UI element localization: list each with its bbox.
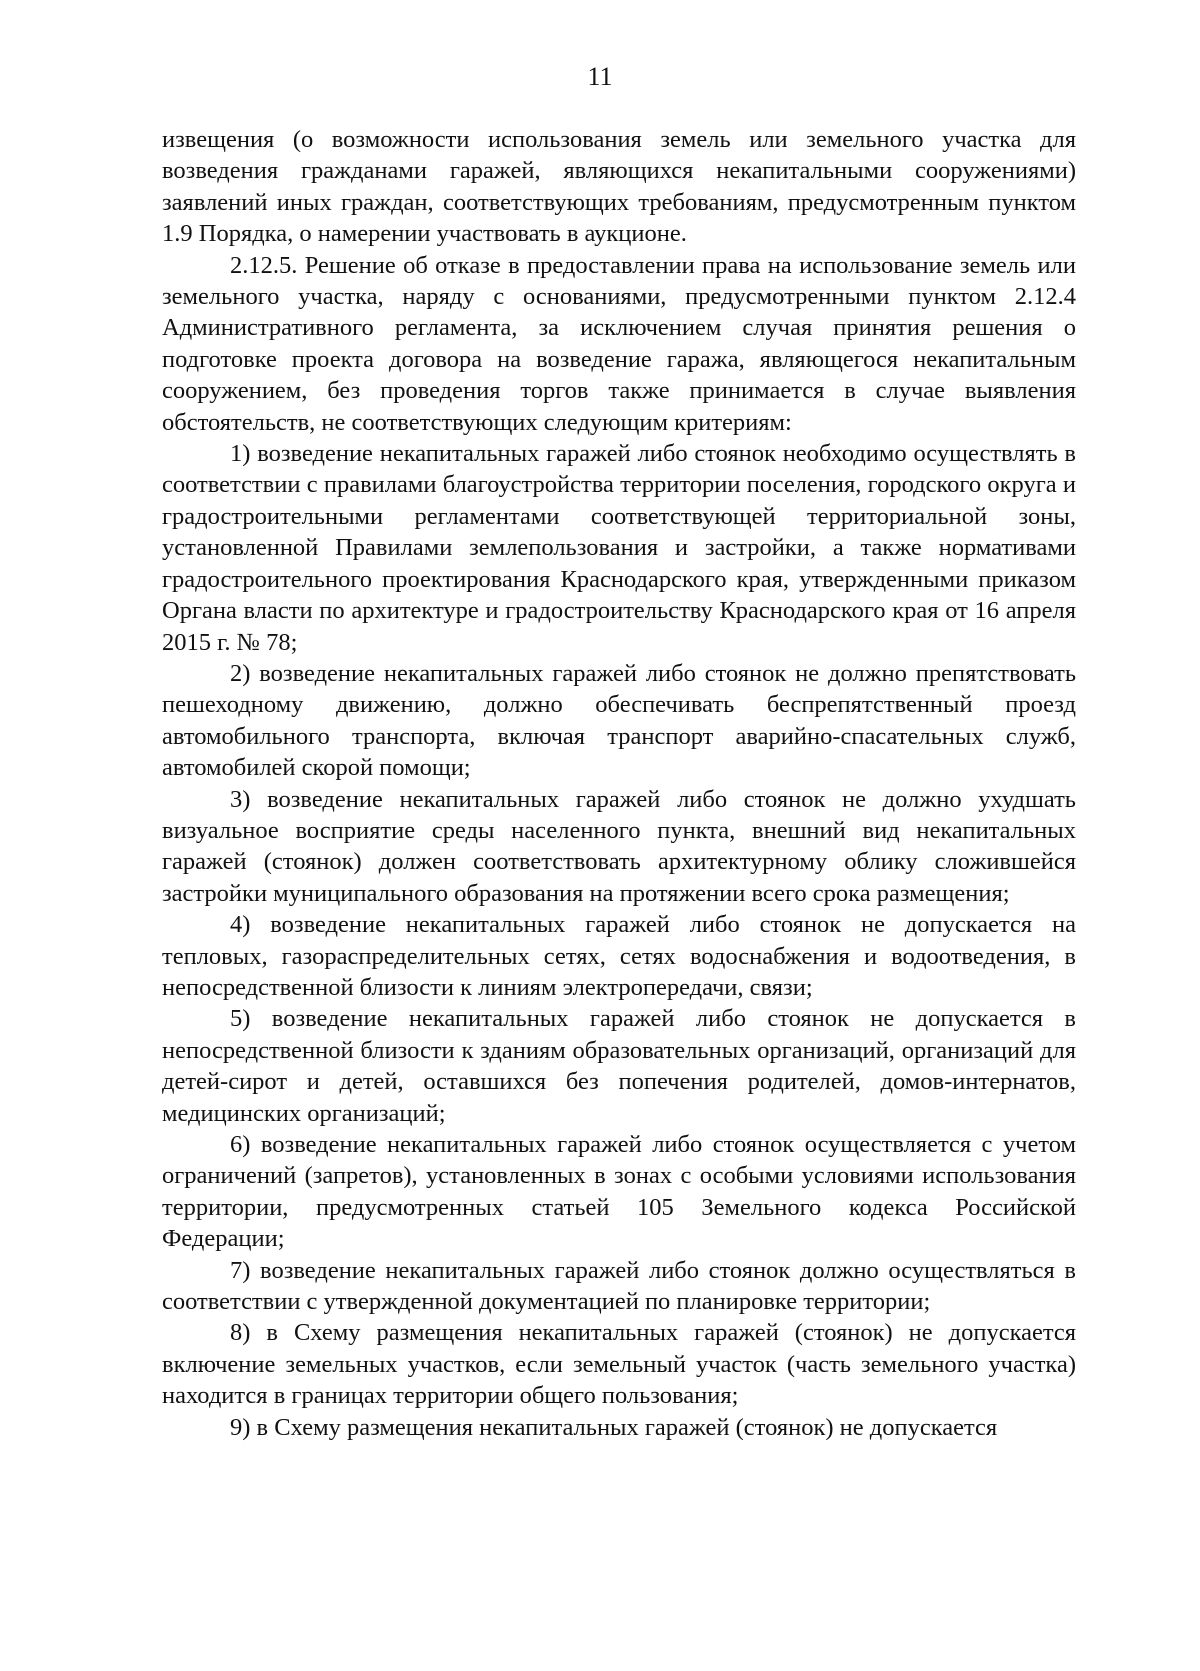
criterion-4: 4) возведение некапитальных гаражей либо стоянок не допускается на тепловых, газораспределительных сетях, сетях водоснабжения и водоотведения, в непосредственной близости к линиям электропередачи, связи; xyxy=(162,911,1076,1001)
page-number: 11 xyxy=(587,62,613,91)
document-body xyxy=(162,124,1076,1443)
criterion-6: 6) возведение некапитальных гаражей либо стоянок осуществляется с учетом ограничений (запретов), установленных в зонах с особыми условиями использования территории, предусмотренных статьей 105 Земельного кодекса Российской Федерации; xyxy=(162,1131,1076,1253)
criterion-9: 9) в Схему размещения некапитальных гаражей (стоянок) не допускается xyxy=(230,1413,998,1441)
criterion-3: 3) возведение некапитальных гаражей либо стоянок не должно ухудшать визуальное восприятие среды населенного пункта, внешний вид некапитальных гаражей (стоянок) должен соответствовать архитектурному облику сложившейся застройки муниципального образования на протяжении всего срока размещения; xyxy=(162,785,1076,907)
paragraph-2-12-5: 2.12.5. Решение об отказе в предоставлении права на использование земель или земельного участка, наряду с основаниями, предусмотренными пунктом 2.12.4 Административного регламента, за исключением случая принятия решения о подготовке проекта договора на возведение гаража, являющегося некапитальным сооружением, без проведения торгов также принимается в случае выявления обстоятельств, не соответствующих следующим критериям: xyxy=(162,251,1076,436)
criterion-2: 2) возведение некапитальных гаражей либо стоянок не должно препятствовать пешеходному движению, должно обеспечивать беспрепятственный проезд автомобильного транспорта, включая транспорт аварийно-спасательных служб, автомобилей скорой помощи; xyxy=(162,659,1076,782)
criterion-7: 7) возведение некапитальных гаражей либо стоянок должно осуществляться в соответствии с утвержденной документацией по планировке территории; xyxy=(162,1256,1076,1316)
criterion-1: 1) возведение некапитальных гаражей либо стоянок необходимо осуществлять в соответствии с правилами благоустройства территории поселения, городского округа и градостроительными регламентами соответствующей территориальной зоны, установленной Правилами землепользования и застройки, а также нормативами градостроительного проектирования Краснодарского края, утвержденными приказом Органа власти по архитектуре и градостроительству Краснодарского края от 16 апреля 2015 г. № 78; xyxy=(162,440,1076,656)
paragraph-continuation: извещения (о возможности использования земель или земельного участка для возведения гражданами гаражей, являющихся некапитальными сооружениями) заявлений иных граждан, соответствующих требованиям, предусмотренным пунктом 1.9 Порядка, о намерении участвовать в аукционе. xyxy=(162,126,1076,248)
criterion-5: 5) возведение некапитальных гаражей либо стоянок не допускается в непосредственной близости к зданиям образовательных организаций, организаций для детей-сирот и детей, оставшихся без попечения родителей, домов-интернатов, медицинских организаций; xyxy=(162,1005,1076,1127)
criterion-8: 8) в Схему размещения некапитальных гаражей (стоянок) не допускается включение земельных участков, если земельный участок (часть земельного участка) находится в границах территории общего пользования; xyxy=(162,1319,1076,1410)
